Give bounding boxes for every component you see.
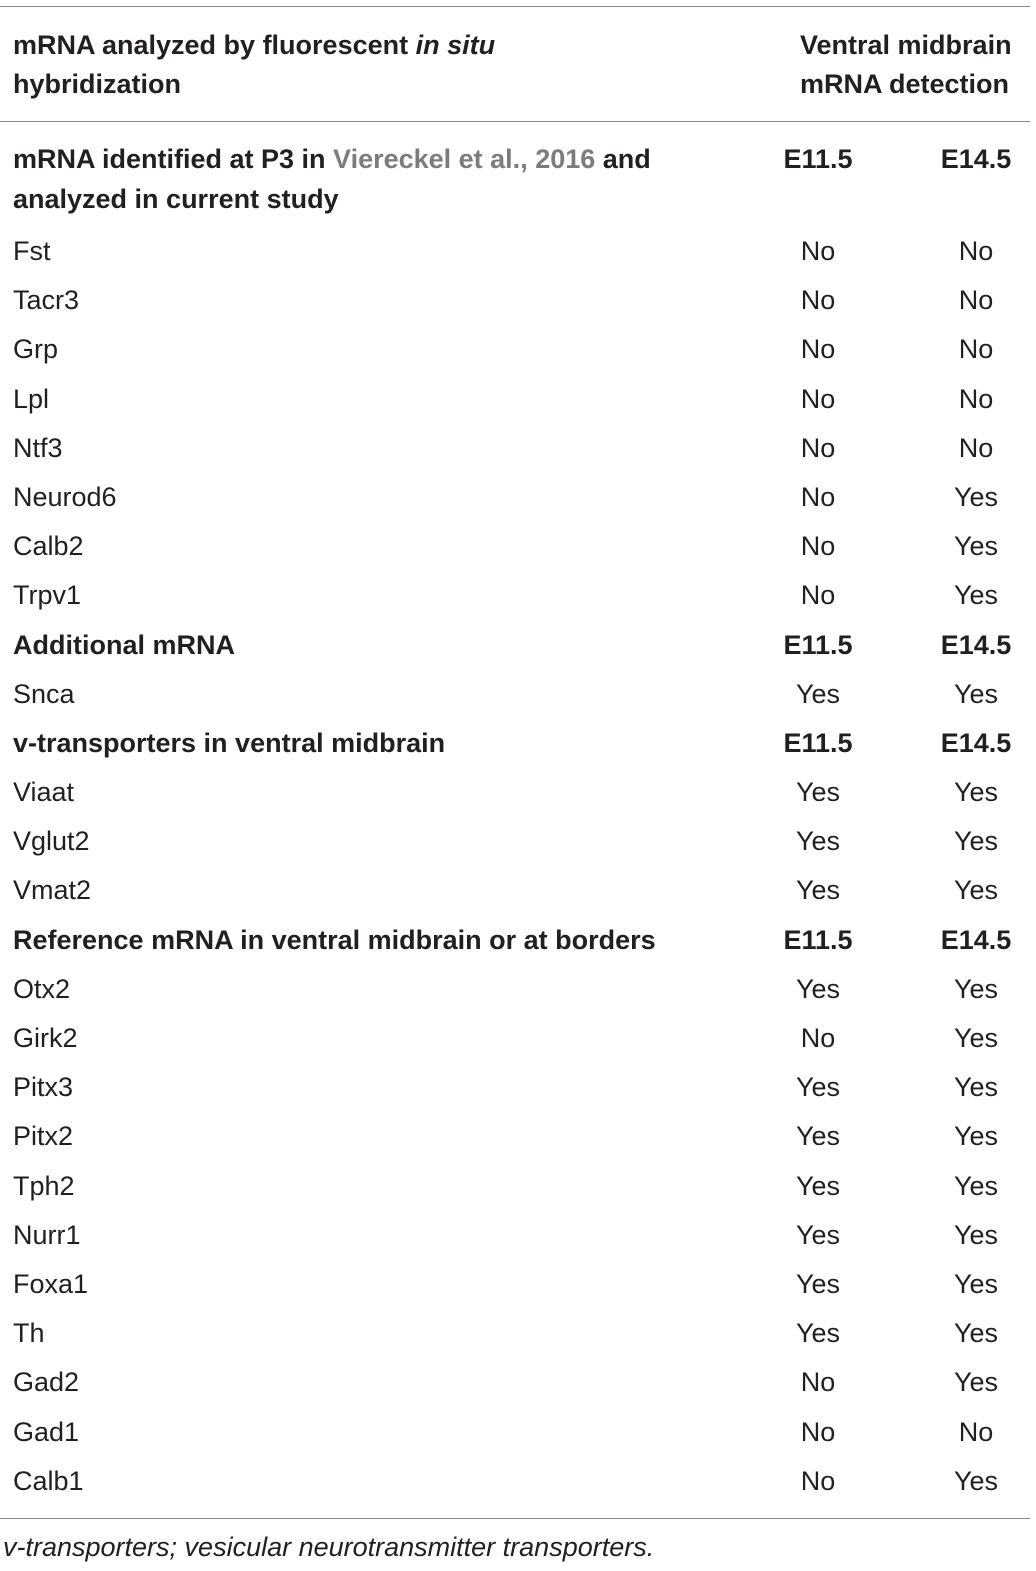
section-header-row	[0, 139, 1036, 227]
section-title: Additional mRNA	[13, 629, 235, 660]
gene-name-cell: Fst	[13, 236, 51, 266]
gene-name-cell: Trpv1	[13, 580, 82, 611]
gene-name-cell: Snca	[13, 678, 75, 709]
e11-detection-cell: No	[800, 285, 836, 316]
e14-detection-cell: No	[958, 334, 994, 365]
gene-name-cell: Calb1	[13, 1465, 84, 1496]
e14-detection-cell: Yes	[953, 1367, 999, 1398]
header-right	[800, 26, 1036, 104]
e14-detection-cell: No	[958, 285, 994, 316]
e14-detection-cell: No	[958, 383, 994, 414]
table-row	[0, 424, 1036, 473]
e14-detection-cell: Yes	[953, 1465, 999, 1496]
e11-detection-cell: No	[800, 580, 836, 611]
e14-detection-cell: Yes	[953, 1023, 999, 1053]
e11-detection-cell: No	[800, 1416, 836, 1447]
header-left-text: mRNA analyzed by fluorescent	[13, 30, 416, 60]
table-row	[0, 1211, 1036, 1260]
e14-detection-cell: Yes	[953, 973, 999, 1004]
e11-detection-cell: No	[800, 383, 836, 414]
table-row	[0, 1309, 1036, 1358]
table-row	[0, 866, 1036, 915]
header-right-line1: Ventral midbrain	[800, 30, 1012, 60]
table-row	[0, 1260, 1036, 1309]
section-title: v-transporters in ventral midbrain	[13, 727, 446, 758]
table-row	[0, 817, 1036, 866]
table-row	[0, 1014, 1036, 1063]
e11-detection-cell: Yes	[795, 1318, 841, 1349]
e11-detection-cell: Yes	[795, 1170, 841, 1201]
e11-detection-cell: No	[800, 1023, 836, 1053]
table-row	[0, 1408, 1036, 1457]
e14-detection-cell: Yes	[953, 826, 999, 857]
gene-name-cell: Calb2	[13, 531, 84, 562]
gene-name-cell: Girk2	[13, 1023, 78, 1053]
column-label-e11: E11.5	[783, 144, 853, 174]
e11-detection-cell: No	[800, 1465, 836, 1496]
table-row	[0, 965, 1036, 1014]
e14-detection-cell: Yes	[953, 1318, 999, 1349]
e11-detection-cell: No	[800, 334, 836, 365]
e14-detection-cell: No	[958, 432, 994, 463]
column-label-e14: E14.5	[940, 144, 1012, 174]
table-row	[0, 768, 1036, 817]
section-title-text: and analyzed in current study	[13, 144, 651, 214]
gene-name-cell: Neurod6	[13, 481, 117, 512]
gene-name-cell: Th	[13, 1318, 45, 1349]
gene-name-cell: Lpl	[13, 383, 50, 414]
column-label-e11: E11.5	[783, 629, 853, 660]
section-header-row	[0, 621, 1036, 670]
table-row	[0, 1162, 1036, 1211]
gene-name-cell: Vmat2	[13, 875, 92, 906]
e11-detection-cell: Yes	[795, 777, 841, 808]
e11-detection-cell: Yes	[795, 1121, 841, 1152]
table-row	[0, 670, 1036, 719]
top-rule	[0, 6, 1030, 7]
e14-detection-cell: Yes	[953, 777, 999, 808]
header-right-line2: mRNA detection	[800, 69, 1010, 99]
column-label-e11: E11.5	[783, 727, 853, 758]
e14-detection-cell: Yes	[953, 1121, 999, 1152]
table-row	[0, 1112, 1036, 1161]
e11-detection-cell: Yes	[795, 826, 841, 857]
e14-detection-cell: No	[958, 236, 994, 266]
e11-detection-cell: Yes	[795, 678, 841, 709]
gene-name-cell: Vglut2	[13, 826, 90, 857]
column-label-e14: E14.5	[940, 924, 1012, 955]
gene-name-cell: Gad2	[13, 1367, 80, 1398]
table-row	[0, 473, 1036, 522]
e14-detection-cell: No	[958, 1416, 994, 1447]
table-row	[0, 227, 1036, 276]
e11-detection-cell: No	[800, 236, 836, 266]
section-title: Reference mRNA in ventral midbrain or at borders	[13, 924, 656, 955]
gene-name-cell: Tph2	[13, 1170, 75, 1201]
e14-detection-cell: Yes	[953, 1268, 999, 1299]
e14-detection-cell: Yes	[953, 531, 999, 562]
table-row	[0, 571, 1036, 620]
header-left	[13, 26, 613, 104]
header-left-italic: in situ	[415, 30, 496, 60]
gene-name-cell: Ntf3	[13, 432, 63, 463]
section-title-text: mRNA identified at P3 in	[13, 144, 334, 174]
table-row	[0, 375, 1036, 424]
e14-detection-cell: Yes	[953, 1219, 999, 1250]
gene-name-cell: Otx2	[13, 973, 71, 1004]
column-label-e14: E14.5	[940, 727, 1012, 758]
bottom-rule	[0, 1518, 1030, 1519]
table-row	[0, 1358, 1036, 1407]
footnote: v-transporters; vesicular neurotransmitter transporters.	[3, 1532, 655, 1562]
e11-detection-cell: Yes	[795, 875, 841, 906]
e11-detection-cell: No	[800, 432, 836, 463]
gene-name-cell: Foxa1	[13, 1268, 89, 1299]
header-rule	[0, 121, 1030, 122]
gene-name-cell: Nurr1	[13, 1219, 81, 1250]
section-header-row	[0, 916, 1036, 965]
e11-detection-cell: Yes	[795, 973, 841, 1004]
e11-detection-cell: Yes	[795, 1072, 841, 1103]
e11-detection-cell: Yes	[795, 1219, 841, 1250]
column-label-e14: E14.5	[940, 629, 1012, 660]
citation-link[interactable]: Viereckel et al., 2016	[333, 144, 596, 174]
section-header-row	[0, 719, 1036, 768]
gene-name-cell: Viaat	[13, 777, 75, 808]
table-row	[0, 325, 1036, 374]
gene-name-cell: Grp	[13, 334, 59, 365]
e11-detection-cell: No	[800, 1367, 836, 1398]
section-title	[0, 139, 733, 227]
e14-detection-cell: Yes	[953, 875, 999, 906]
table-row	[0, 1457, 1036, 1506]
gene-name-cell: Gad1	[13, 1416, 80, 1447]
e14-detection-cell: Yes	[953, 481, 999, 512]
e11-detection-cell: No	[800, 531, 836, 562]
e14-detection-cell: Yes	[953, 678, 999, 709]
table-row	[0, 276, 1036, 325]
e14-detection-cell: Yes	[953, 1170, 999, 1201]
header-left-line2: hybridization	[13, 69, 181, 99]
e11-detection-cell: Yes	[795, 1268, 841, 1299]
table-body	[0, 139, 1036, 1506]
e11-detection-cell: No	[800, 481, 836, 512]
data-table	[0, 139, 1036, 1506]
e14-detection-cell: Yes	[953, 1072, 999, 1103]
column-label-e11: E11.5	[783, 924, 853, 955]
e14-detection-cell: Yes	[953, 580, 999, 611]
table-row	[0, 1063, 1036, 1112]
gene-name-cell: Pitx3	[13, 1072, 74, 1103]
gene-name-cell: Tacr3	[13, 285, 80, 316]
table-row	[0, 522, 1036, 571]
gene-name-cell: Pitx2	[13, 1121, 74, 1152]
